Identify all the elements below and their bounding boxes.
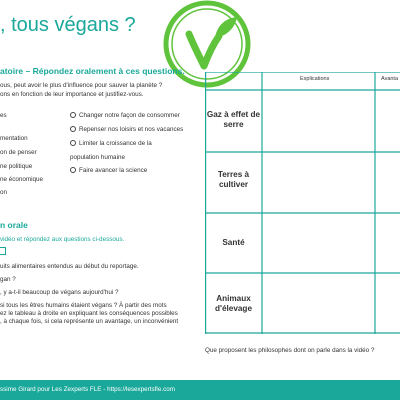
row-label-gaz: Gaz à effet de serre [206,110,261,129]
question-line: , y a-t-il beaucoup de végans aujourd'hui ? [0,289,119,296]
question-line: gan ? [0,276,16,283]
list-item: mentation [0,135,28,142]
question-line: uits alimentaires entendus au début du reportage. [0,263,139,270]
option-label: Changer notre façon de consommer [79,112,180,119]
radio-circle-icon [70,112,76,118]
option-label: Limiter la croissance de la [79,140,152,147]
option-croissance[interactable] [70,140,152,147]
activity-intro [0,81,200,99]
option-science[interactable] [70,167,147,174]
radio-circle-icon [70,126,76,132]
page-title: , tous végans ? [0,14,136,36]
row-label-animaux: Animaux d'élevage [215,294,252,313]
question-line: ez le tableau à droite en expliquant les conséquences possibles [0,310,178,317]
radio-circle-icon [70,140,76,146]
consequences-table [205,72,400,334]
oral-heading: n orale [0,220,28,230]
option-consommer[interactable] [70,112,180,119]
video-link-box[interactable] [0,247,6,255]
radio-circle-icon [70,167,76,173]
col-header-explications: Explications [300,76,330,82]
question-line: , à chaque fois, si cela représente un avantage, un inconvénient [0,318,179,325]
bottom-question: Que proposent les philosophes dont on parle dans la vidéo ? [205,347,375,354]
question-line: si tous les êtres humains étaient végans ? À partir des mots [0,302,167,309]
list-item: ne économique [0,176,44,183]
list-item: on de penser [0,149,37,156]
list-item: ne politique [0,163,33,170]
footer-credit[interactable]: ssime Girard pour Les Zexperts FLE - https://lesexpertsfle.com [0,386,175,393]
activity-heading: atoire – Répondez oralement à ces questions. [0,66,185,76]
intro-line: ons en fonction de leur importance et justifiez-vous. [0,91,144,98]
col-header-avantage: Avanta [381,76,399,82]
list-item: es [0,112,7,119]
option-loisirs[interactable] [70,126,183,133]
row-label-sante: Santé [222,238,245,247]
row-label-terres: Terres à cultiver [217,170,250,189]
list-item: on [0,189,8,196]
option-label: Faire avancer la science [79,167,148,174]
video-instruction: vidéo et répondez aux questions ci-dessous. [0,236,125,243]
option-continuation: population humaine [70,154,125,161]
option-label: Repenser nos loisirs et nos vacances [79,126,184,133]
footer-bar [0,380,400,400]
intro-line: ous, peut avoir le plus d'influence pour sauver la planète ? [0,82,163,89]
